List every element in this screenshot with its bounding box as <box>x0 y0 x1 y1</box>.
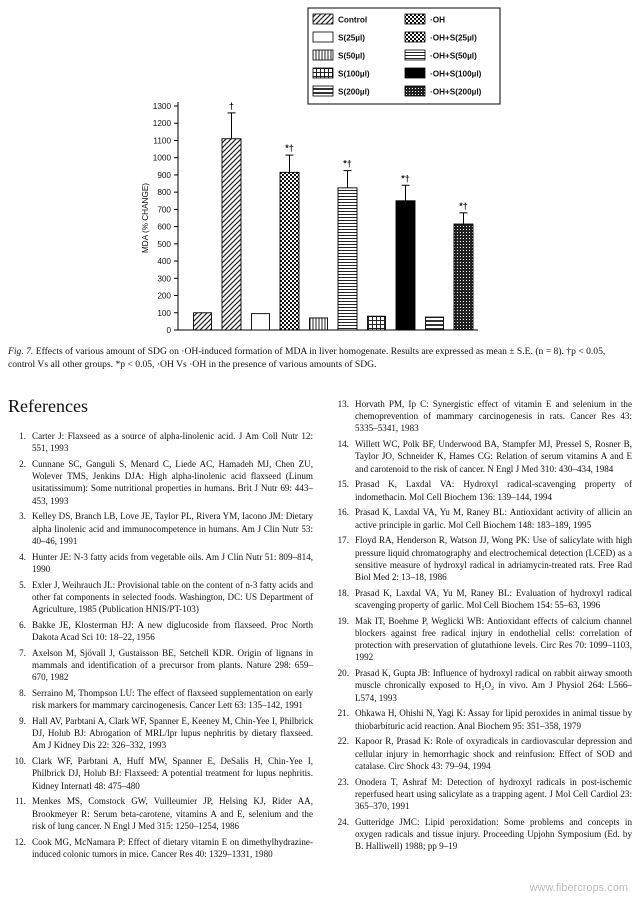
reference-item <box>331 667 632 704</box>
y-tick-label: 1200 <box>152 119 171 129</box>
significance-marker: *† <box>459 200 468 211</box>
figure-caption <box>8 345 632 371</box>
reference-text: Prasad K, Laxdal VA: Hydroxyl radical-scavenging property of indomethacin. Mol Cell Biochem 136: 139–144, 1994 <box>355 479 632 502</box>
reference-text: Cook MG, McNamara P: Effect of dietary vitamin E on dimethylhydrazine-induced colonic tumors in mice. Cancer Res 40: 1329–1331, 1980 <box>32 836 313 859</box>
legend-swatch <box>313 32 333 42</box>
reference-text: Ohkawa H, Ohishi N, Yagi K: Assay for lipid peroxides in animal tissue by thiobarbituric acid reaction. Anal Biochem 95: 351–358, 1979 <box>355 708 632 731</box>
legend-swatch <box>313 86 333 96</box>
reference-number: 13. <box>337 399 349 409</box>
reference-number: 24. <box>337 816 349 827</box>
bar <box>368 316 386 330</box>
bar <box>194 313 212 330</box>
reference-number: 10. <box>14 756 26 767</box>
y-tick-label: 1100 <box>153 136 171 146</box>
legend-label: Control <box>338 15 368 25</box>
legend-label: S(100µl) <box>338 69 370 79</box>
reference-number: 1. <box>19 431 26 441</box>
reference-item <box>331 816 632 853</box>
reference-text: Hunter JE: N-3 fatty acids from vegetable oils. Am J Clin Nutr 51: 809–814, 1990 <box>32 551 313 574</box>
reference-item <box>8 755 313 792</box>
legend-label: ·OH+S(200µl) <box>430 87 482 97</box>
legend-swatch <box>405 14 425 24</box>
reference-number: 6. <box>19 619 26 630</box>
reference-item <box>331 398 632 435</box>
reference-text: Mak IT, Boehme P, Weglicki WB: Antioxidant effects of calcium channel blockers against free radical injury in endothelial cells: correlation of protection with preservation of glutathione levels. Circ Res 70: 1099–1103, 1992 <box>355 615 632 663</box>
references-heading: References <box>8 396 88 416</box>
reference-item <box>331 506 632 530</box>
reference-text: Carter J: Flaxseed as a source of alpha-linolenic acid. J Am Coll Nutr 12: 551, 1993 <box>32 431 313 454</box>
legend-label: ·OH+S(50µl) <box>430 51 477 61</box>
reference-item <box>8 687 313 711</box>
bar-chart-svg <box>0 0 640 338</box>
reference-text: Cunnane SC, Ganguli S, Menard C, Liede AC, Hamadeh MJ, Chen ZU, Wolever TMS, Jenkins DJA: High alpha-linolenic acid flaxseed (Linum usitatissimum): Some nutritional properties in humans. Brit J Nutr 69: 443–453, 1993 <box>32 459 313 506</box>
reference-text: Onodera T, Ashraf M: Detection of hydroxyl radicals in post-ischemic reperfused heart using salicylate as a trapping agent. J Mol Cell Cardiol 23: 365–370, 1991 <box>355 776 632 812</box>
references-left-column <box>8 430 313 864</box>
reference-item <box>331 735 632 772</box>
reference-text: Kapoor R, Prasad K: Role of oxyradicals in cardiovascular depression and cellular injury in hemorrhagic shock and reinfusion: Effect of SOD and catalase. Circ Shock 43: 79–94, 1994 <box>355 736 632 771</box>
references-right-column <box>331 398 632 856</box>
reference-text: Bakke JE, Klosterman HJ: A new diglucoside from flaxseed. Proc North Dakota Acad Sci 10: 18–22, 1956 <box>32 619 313 643</box>
reference-number: 11. <box>14 796 26 807</box>
reference-item <box>331 438 632 475</box>
reference-number: 4. <box>19 551 26 562</box>
y-tick-label: 0 <box>166 326 171 335</box>
bar <box>252 314 270 330</box>
reference-number: 8. <box>19 688 26 699</box>
reference-number: 15. <box>337 479 349 490</box>
legend-label: ·OH+S(100µl) <box>430 69 482 79</box>
reference-number: 22. <box>337 736 349 747</box>
reference-number: 2. <box>19 459 26 469</box>
watermark: www.fibercrops.com <box>529 882 628 894</box>
reference-number: 5. <box>19 579 26 590</box>
reference-number: 17. <box>337 535 349 546</box>
y-tick-label: 500 <box>157 239 171 249</box>
legend-label: S(50µl) <box>338 51 366 61</box>
reference-text: Prasad K, Laxdal VA, Yu M, Raney BL: Evaluation of hydroxyl radical scavenging property of garlic. Mol Cell Biochem 154: 55–63, 1996 <box>355 587 632 611</box>
significance-marker: *† <box>343 158 352 169</box>
bar <box>280 172 299 330</box>
legend-swatch <box>405 86 425 96</box>
reference-text: Gutteridge JMC: Lipid peroxidation: Some problems and concepts in oxygen radicals and tissue injury. Proceeding Upjohn Symposium (Ed. by B. Halliwell) 1988; pp 9–19 <box>355 816 632 852</box>
reference-item <box>8 430 313 454</box>
reference-text: Prasad K, Laxdal VA, Yu M, Raney BL: Antioxidant activity of allicin an active principle in garlic. Mol Cell Biochem 148: 183–189, 1995 <box>355 507 632 530</box>
y-tick-label: 100 <box>157 308 171 318</box>
reference-text: Exler J, Weihrauch JL: Provisional table on the content of n-3 fatty acids and other fat components in selected foods. Washington, DC: US Department of Agriculture, 1985 (Publication HNIS/PT-103) <box>32 579 313 615</box>
significance-marker: † <box>228 100 235 111</box>
reference-text: Clark WF, Parbtani A, Huff MW, Spanner E, DeSalis H, Chin-Yee I, Philbrick DJ, Holub BJ: Flaxseed: A potential treatment for lupus nephritis. Kidney Internatl 48: 475–480 <box>32 756 313 791</box>
bar <box>426 317 444 330</box>
y-tick-label: 700 <box>157 205 171 215</box>
reference-number: 21. <box>337 708 349 719</box>
y-axis-label: MDA (% CHANGE) <box>141 182 150 254</box>
reference-text: Kelley DS, Branch LB, Love JE, Taylor PL, Rivera YM, Iacono JM: Dietary alpha linolenic acid and immunocompetence in humans. Am J Clin Nutr 53: 40–46, 1991 <box>32 511 313 546</box>
reference-item <box>8 510 313 547</box>
reference-item <box>331 587 632 611</box>
reference-text: Hall AV, Parbtani A, Clark WF, Spanner E, Keeney M, Chin-Yee I, Philbrick DJ, Holub BJ: Abrogation of MRL/lpr lupus nephritis by dietary flaxseed. Am J Kidney Dis 22: 326–332, 1993 <box>32 716 313 751</box>
bar <box>310 318 328 330</box>
reference-item <box>8 795 313 832</box>
legend-label: S(200µl) <box>338 87 370 97</box>
reference-number: 14. <box>337 439 349 450</box>
reference-text: Horvath PM, Ip C: Synergistic effect of vitamin E and selenium in the chemoprevention of mammary carcinogenesis in rats. Cancer Res 43: 5335–5341, 1983 <box>355 399 632 434</box>
legend-swatch <box>405 68 425 78</box>
reference-item <box>8 647 313 684</box>
legend-label: S(25µl) <box>338 33 366 43</box>
y-tick-label: 200 <box>157 291 171 301</box>
reference-item <box>331 707 632 731</box>
reference-text: Serraino M, Thompson LU: The effect of flaxseed supplementation on early risk markers for mammary carcinogenesis. Cancer Lett 63: 135–142, 1991 <box>32 688 313 711</box>
reference-item <box>331 776 632 813</box>
legend-label: ·OH+S(25µl) <box>430 33 477 43</box>
caption-label: Fig. 7. <box>8 346 34 357</box>
reference-number: 9. <box>19 716 26 727</box>
reference-item <box>8 579 313 616</box>
y-tick-label: 300 <box>157 274 171 284</box>
figure-7-chart <box>0 0 640 338</box>
caption-text: Effects of various amount of SDG on ·OH-induced formation of MDA in liver homogenate. Results are expressed as mean ± S.E. (n = 8). †p < 0.05, control Vs all other groups. *p < 0.05, ·OH Vs ·OH in the presence of various amounts of SDG. <box>8 346 606 370</box>
significance-marker: *† <box>285 143 294 154</box>
bar <box>222 139 241 330</box>
reference-text: Floyd RA, Henderson R, Watson JJ, Wong PK: Use of salicylate with high pressure liquid chromatography and electrochemical detection (LCED) as a sensitive measure of hydroxyl radical in adriamycin-treated rats. Free Rad Biol Med 2: 13–18, 1986 <box>355 535 632 583</box>
reference-item <box>8 458 313 507</box>
reference-item <box>331 478 632 502</box>
legend-swatch <box>405 50 425 60</box>
reference-text: Willett WC, Polk BF, Underwood BA, Stampfer MJ, Pressel S, Rosner B, Taylor JO, Schneider K, Hames CG: Relation of serum vitamins A and E and carotenoid to the risk of cancer. N Engl J Med 310: 430–434, 1984 <box>355 439 632 474</box>
reference-text: Prasad K, Gupta JB: Influence of hydroxyl radical on rabbit airway smooth muscle chronically exposed to H₂O₂ in vivo. Am J Physiol 264: L566–L574, 1993 <box>355 668 632 703</box>
reference-number: 16. <box>337 507 349 518</box>
legend-label: ·OH <box>430 15 446 25</box>
reference-text: Menkes MS, Comstock GW, Vuilleumier JP, Helsing KJ, Rider AA, Brookmeyer R: Serum beta-carotene, vitamins A and E, selenium and the risk of lung cancer. N Engl J Med 315: 1250–1254, 1986 <box>32 796 313 831</box>
reference-item <box>8 715 313 752</box>
legend-swatch <box>313 50 333 60</box>
reference-item <box>331 534 632 583</box>
legend-swatch <box>313 68 333 78</box>
y-tick-label: 600 <box>157 222 171 232</box>
y-tick-label: 800 <box>157 188 171 198</box>
reference-number: 23. <box>337 776 349 787</box>
y-tick-label: 900 <box>157 170 171 180</box>
bar <box>454 224 473 330</box>
y-tick-label: 400 <box>157 257 171 267</box>
reference-number: 19. <box>337 615 349 626</box>
reference-item <box>8 619 313 643</box>
reference-text: Axelson M, Sjövall J, Gustaisson BE, Setchell KDR. Origin of lignans in mammals and identification of a precursor from plants. Nature 298: 659–670, 1982 <box>32 647 313 683</box>
reference-number: 7. <box>19 647 26 658</box>
y-tick-label: 1000 <box>152 153 171 163</box>
reference-number: 3. <box>19 511 26 522</box>
significance-marker: *† <box>401 173 410 184</box>
reference-number: 12. <box>14 836 26 847</box>
legend-swatch <box>405 32 425 42</box>
bar <box>338 188 357 330</box>
y-tick-label: 1300 <box>152 102 171 111</box>
bar <box>396 201 415 330</box>
reference-item <box>8 551 313 575</box>
reference-number: 20. <box>337 668 349 679</box>
reference-item <box>8 836 313 860</box>
reference-item <box>331 615 632 664</box>
reference-number: 18. <box>337 587 349 598</box>
legend-swatch <box>313 14 333 24</box>
